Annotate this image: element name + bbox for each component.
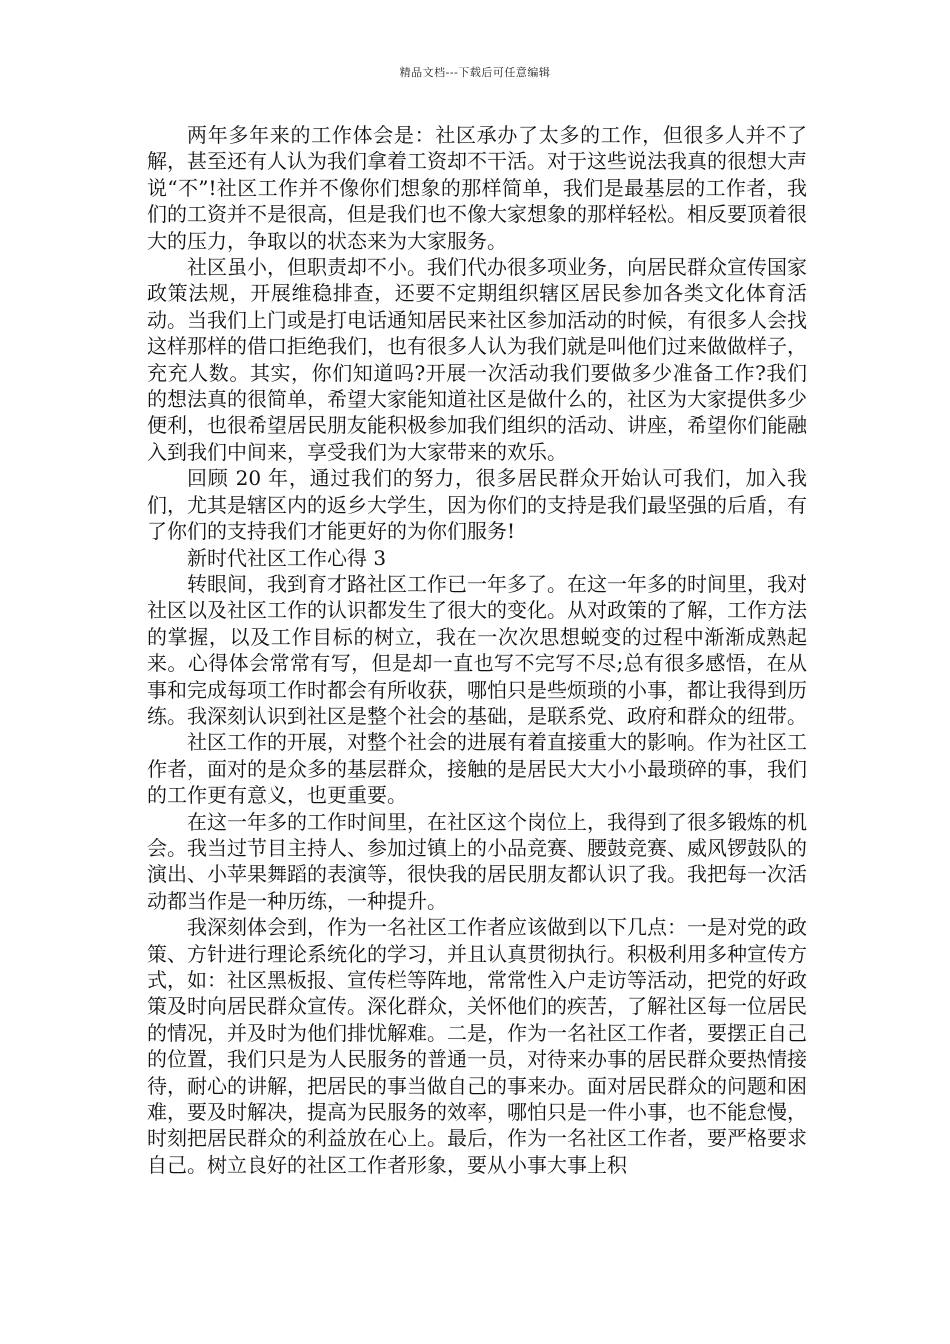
paragraph: 社区虽小，但职责却不小。我们代办很多项业务，向居民群众宣传国家政策法规，开展维稳排查，还要不定期组织辖区居民参加各类文化体育活动。当我们上门或是打电话通知居民来社区参加活动的时候，有很多人会找这样那样的借口拒绝我们，也有很多人认为我们就是叫他们过来做做样子，充充人数。其实，你们知道吗?开展一次活动我们要做多少准备工作?我们的想法真的很简单，希望大家能知道社区是做什么的，社区为大家提供多少便利，也很希望居民朋友能积极参加我们组织的活动、讲座，希望你们能融入到我们中间来，享受我们为大家带来的欢乐。 [147,255,807,464]
paragraph: 两年多年来的工作体会是：社区承办了太多的工作，但很多人并不了解，甚至还有人认为我们拿着工资却不干活。对于这些说法我真的很想大声说“不”!社区工作并不像你们想象的那样简单，我们是最基层的工作者，我们的工资并不是很高，但是我们也不像大家想象的那样轻松。相反要顶着很大的压力，争取以的状态来为大家服务。 [147,123,807,253]
paragraph: 转眼间，我到育才路社区工作已一年多了。在这一年多的时间里，我对社区以及社区工作的认识都发生了很大的变化。从对政策的了解，工作方法的掌握，以及工作目标的树立，我在一次次思想蜕变的过程中渐渐成熟起来。心得体会常常有写，但是却一直也写不完写不尽;总有很多感悟，在从事和完成每项工作时都会有所收获，哪怕只是些烦琐的小事，都让我得到历练。我深刻认识到社区是整个社会的基础，是联系党、政府和群众的纽带。 [147,571,807,728]
paragraph: 社区工作的开展，对整个社会的进展有着直接重大的影响。作为社区工作者，面对的是众多的基层群众，接触的是居民大大小小最琐碎的事，我们的工作更有意义，也更重要。 [147,730,807,808]
page-header: 精品文档---下载后可任意编辑 [399,66,551,79]
paragraph: 在这一年多的工作时间里，在社区这个岗位上，我得到了很多锻炼的机会。我当过节目主持人、参加过镇上的小品竞赛、腰鼓竞赛、威风锣鼓队的演出、小苹果舞蹈的表演等，很快我的居民朋友都认识了我。我把每一次活动都当作是一种历练，一种提升。 [147,809,807,913]
section-heading: 新时代社区工作心得 3 [187,545,387,570]
paragraph: 回顾 20 年，通过我们的努力，很多居民群众开始认可我们，加入我们，尤其是辖区内的返乡大学生，因为你们的支持是我们最坚强的后盾，有了你们的支持我们才能更好的为你们服务! [147,466,807,544]
document-body [147,122,807,1178]
paragraph: 我深刻体会到，作为一名社区工作者应该做到以下几点：一是对党的政策、方针进行理论系统化的学习，并且认真贯彻执行。积极利用多种宣传方式，如：社区黑板报、宣传栏等阵地，常常性入户走访等活动，把党的好政策及时向居民群众宣传。深化群众，关怀他们的疾苦，了解社区每一位居民的情况，并及时为他们排忧解难。二是，作为一名社区工作者，要摆正自己的位置，我们只是为人民服务的普通一员，对待来办事的居民群众要热情接待，耐心的讲解，把居民的事当做自己的事来办。面对居民群众的问题和困难，要及时解决，提高为民服务的效率，哪怕只是一件小事，也不能怠慢，时刻把居民群众的利益放在心上。最后，作为一名社区工作者，要严格要求自己。树立良好的社区工作者形象，要从小事大事上积 [147,915,807,1177]
